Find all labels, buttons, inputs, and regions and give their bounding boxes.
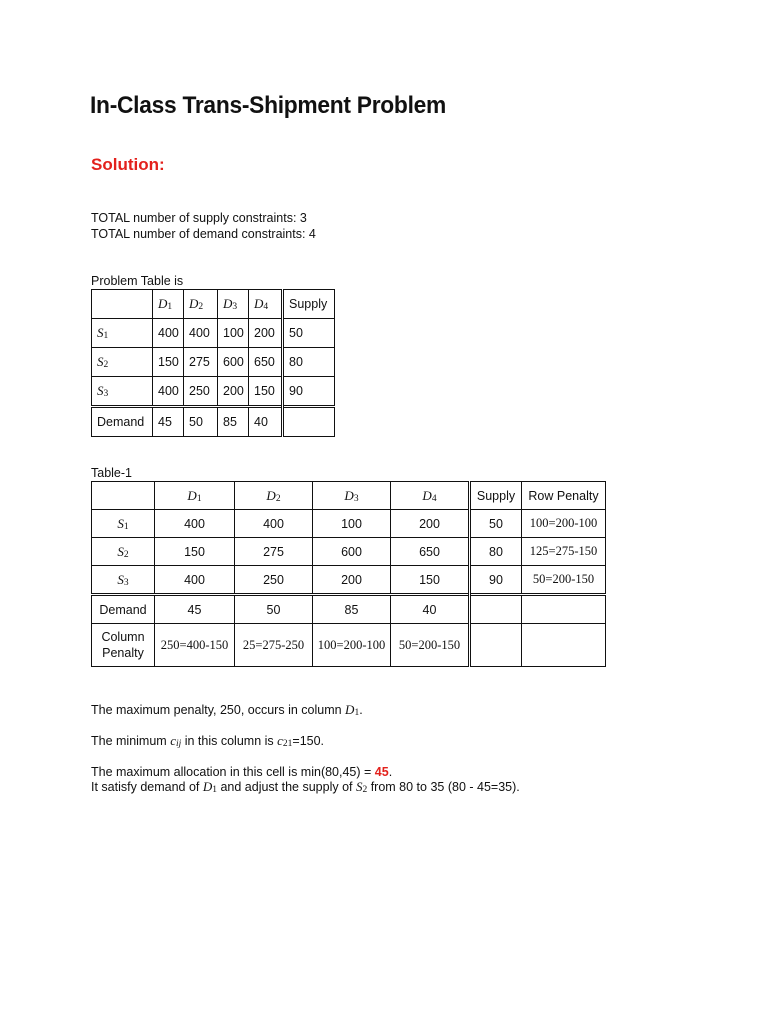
table1-label: Table-1 [91, 466, 132, 480]
corner-cell [92, 290, 153, 319]
supply-cell: 90 [470, 566, 522, 595]
empty-cell [283, 407, 335, 437]
demand-cell: 45 [153, 407, 184, 437]
dest-header: D4 [391, 482, 470, 510]
cost-cell: 200 [249, 319, 283, 348]
source-label: S3 [92, 566, 155, 595]
cost-cell: 200 [218, 377, 249, 407]
demand-cell: 45 [155, 595, 235, 624]
cost-cell: 400 [153, 377, 184, 407]
column-penalty-cell: 50=200-150 [391, 624, 470, 667]
cost-cell: 275 [235, 538, 313, 566]
table-row [92, 566, 606, 595]
empty-cell [470, 595, 522, 624]
corner-cell [92, 482, 155, 510]
cost-cell: 150 [153, 348, 184, 377]
paragraph-min-cost: The minimum cij in this column is c21=150. [91, 733, 325, 749]
cost-cell: 100 [313, 510, 391, 538]
paragraph-adjust-supply: It satisfy demand of D1 and adjust the supply of S2 from 80 to 35 (80 - 45=35). [91, 779, 520, 795]
demand-cell: 85 [218, 407, 249, 437]
row-penalty-cell: 125=275-150 [522, 538, 606, 566]
cost-cell: 400 [153, 319, 184, 348]
supply-cell: 50 [283, 319, 335, 348]
page-title: In-Class Trans-Shipment Problem [90, 92, 447, 119]
paragraph-max-allocation: The maximum allocation in this cell is min(80,45) = 45. [91, 765, 393, 779]
solution-heading: Solution: [91, 155, 165, 174]
supply-cell: 80 [470, 538, 522, 566]
table-row [92, 377, 335, 407]
supply-cell: 90 [283, 377, 335, 407]
dest-header: D4 [249, 290, 283, 319]
empty-cell [470, 624, 522, 667]
demand-row [92, 407, 335, 437]
dest-header: D3 [218, 290, 249, 319]
supply-header: Supply [470, 482, 522, 510]
cost-cell: 400 [184, 319, 218, 348]
demand-cell: 40 [249, 407, 283, 437]
dest-header: D2 [184, 290, 218, 319]
demand-row [92, 595, 606, 624]
cost-cell: 200 [313, 566, 391, 595]
demand-constraints-text: TOTAL number of demand constraints: 4 [91, 227, 316, 241]
cost-cell: 600 [218, 348, 249, 377]
table-1 [91, 481, 606, 667]
supply-header: Supply [283, 290, 335, 319]
dest-header: D3 [313, 482, 391, 510]
cost-cell: 250 [235, 566, 313, 595]
demand-label: Demand [92, 407, 153, 437]
table-row [92, 538, 606, 566]
cost-cell: 200 [391, 510, 470, 538]
row-penalty-cell: 100=200-100 [522, 510, 606, 538]
cost-cell: 650 [391, 538, 470, 566]
row-penalty-header: Row Penalty [522, 482, 606, 510]
supply-constraints-text: TOTAL number of supply constraints: 3 [91, 211, 307, 225]
cost-cell: 150 [155, 538, 235, 566]
column-penalty-cell: 100=200-100 [313, 624, 391, 667]
column-penalty-label: Column Penalty [92, 624, 155, 667]
table-row [92, 348, 335, 377]
table-row [92, 319, 335, 348]
source-label: S2 [92, 348, 153, 377]
cost-cell: 400 [155, 566, 235, 595]
cost-cell: 400 [235, 510, 313, 538]
problem-table [91, 289, 335, 437]
source-label: S1 [92, 319, 153, 348]
cost-cell: 275 [184, 348, 218, 377]
source-label: S1 [92, 510, 155, 538]
dest-header: D1 [153, 290, 184, 319]
allocation-value: 45 [374, 765, 389, 779]
demand-cell: 85 [313, 595, 391, 624]
column-penalty-row [92, 624, 606, 667]
column-penalty-cell: 25=275-250 [235, 624, 313, 667]
cost-cell: 400 [155, 510, 235, 538]
problem-table-label: Problem Table is [91, 274, 184, 288]
cost-cell: 150 [391, 566, 470, 595]
cost-cell: 250 [184, 377, 218, 407]
column-penalty-cell: 250=400-150 [155, 624, 235, 667]
empty-cell [522, 595, 606, 624]
cost-cell: 600 [313, 538, 391, 566]
cost-cell: 150 [249, 377, 283, 407]
demand-cell: 40 [391, 595, 470, 624]
supply-cell: 50 [470, 510, 522, 538]
row-penalty-cell: 50=200-150 [522, 566, 606, 595]
demand-cell: 50 [235, 595, 313, 624]
paragraph-max-penalty: The maximum penalty, 250, occurs in column D1. [91, 702, 363, 718]
cost-cell: 650 [249, 348, 283, 377]
source-label: S2 [92, 538, 155, 566]
source-label: S3 [92, 377, 153, 407]
cost-cell: 100 [218, 319, 249, 348]
supply-cell: 80 [283, 348, 335, 377]
empty-cell [522, 624, 606, 667]
demand-label: Demand [92, 595, 155, 624]
table-row [92, 510, 606, 538]
dest-header: D2 [235, 482, 313, 510]
dest-header: D1 [155, 482, 235, 510]
demand-cell: 50 [184, 407, 218, 437]
